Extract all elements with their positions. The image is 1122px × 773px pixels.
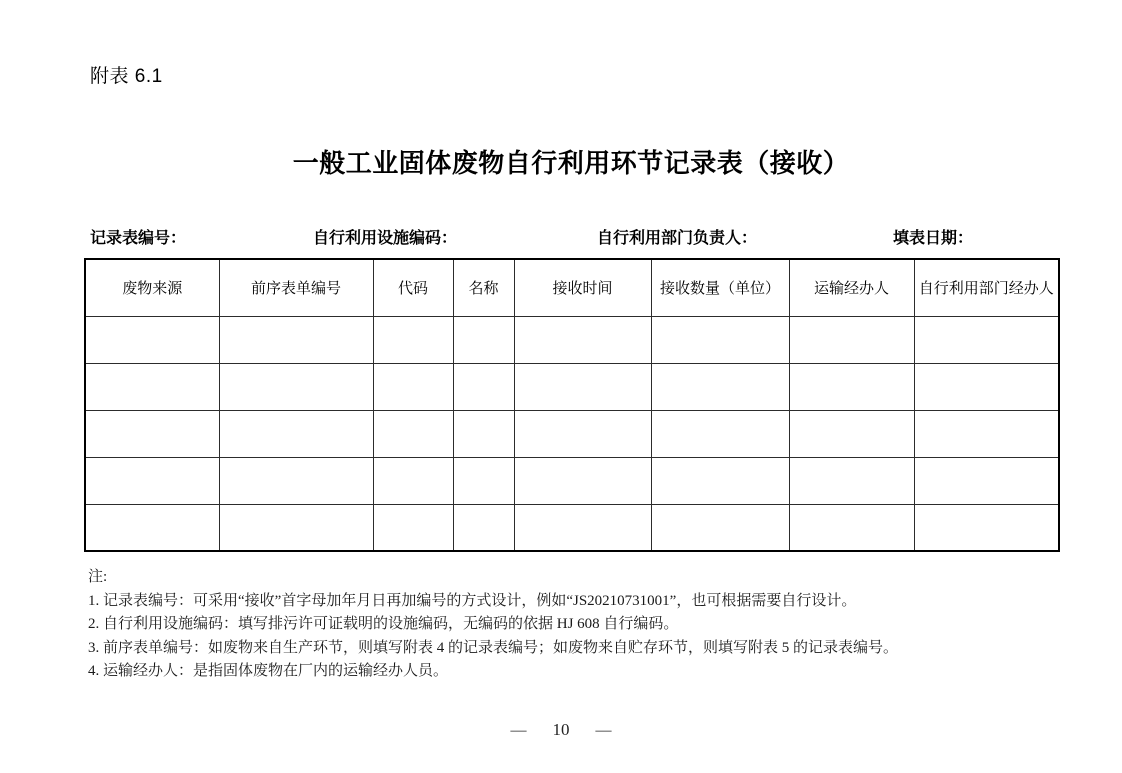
empty-cell	[85, 504, 219, 551]
col-header-department-handler: 自行利用部门经办人	[914, 259, 1059, 316]
col-header-transport-handler: 运输经办人	[789, 259, 914, 316]
empty-cell	[651, 363, 789, 410]
record-number-label: 记录表编号：	[90, 230, 187, 247]
empty-cell	[914, 410, 1059, 457]
empty-cell	[85, 410, 219, 457]
empty-cell	[514, 504, 651, 551]
note-item-3: 3. 前序表单编号：如废物来自生产环节，则填写附表 4 的记录表编号；如废物来自贮存环节，则填写附表 5 的记录表编号。	[88, 639, 899, 656]
notes-heading: 注:	[88, 569, 108, 585]
empty-cell	[85, 457, 219, 504]
empty-cell	[219, 504, 373, 551]
empty-cell	[453, 316, 514, 363]
col-header-receive-time: 接收时间	[514, 259, 651, 316]
empty-cell	[914, 316, 1059, 363]
table-row	[85, 504, 1059, 551]
annex-label: 附表 6.1	[90, 66, 163, 87]
col-header-receive-quantity: 接收数量（单位）	[651, 259, 789, 316]
empty-cell	[85, 363, 219, 410]
empty-cell	[373, 457, 453, 504]
empty-cell	[914, 363, 1059, 410]
notes-section	[88, 566, 1068, 684]
meta-fields-row	[0, 225, 1122, 247]
page-title: 一般工业固体废物自行利用环节记录表（接收）	[292, 148, 850, 178]
col-header-waste-source: 废物来源	[85, 259, 219, 316]
empty-cell	[651, 316, 789, 363]
empty-cell	[219, 410, 373, 457]
empty-cell	[373, 504, 453, 551]
table-header-row	[85, 259, 1059, 316]
page-footer	[0, 720, 1122, 740]
fill-date-label: 填表日期：	[893, 230, 974, 247]
empty-cell	[453, 363, 514, 410]
col-header-name: 名称	[453, 259, 514, 316]
table-row	[85, 316, 1059, 363]
note-item-1: 1. 记录表编号：可采用“接收”首字母加年月日再加编号的方式设计，例如“JS20210731001”，也可根据需要自行设计。	[88, 592, 857, 609]
empty-cell	[789, 504, 914, 551]
empty-cell	[373, 410, 453, 457]
empty-cell	[514, 410, 651, 457]
note-item-2: 2. 自行利用设施编码：填写排污许可证载明的设施编码，无编码的依据 HJ 608 自行编码。	[88, 616, 679, 632]
facility-code-label: 自行利用设施编码：	[313, 230, 458, 247]
empty-cell	[85, 316, 219, 363]
empty-cell	[789, 410, 914, 457]
empty-cell	[453, 457, 514, 504]
empty-cell	[453, 410, 514, 457]
col-header-previous-form-number: 前序表单编号	[219, 259, 373, 316]
empty-cell	[914, 504, 1059, 551]
footer-dash-left: —	[510, 722, 527, 739]
note-item-4: 4. 运输经办人：是指固体废物在厂内的运输经办人员。	[88, 663, 449, 679]
empty-cell	[514, 316, 651, 363]
empty-cell	[651, 457, 789, 504]
col-header-code: 代码	[373, 259, 453, 316]
empty-cell	[651, 410, 789, 457]
empty-cell	[789, 316, 914, 363]
empty-cell	[219, 316, 373, 363]
footer-dash-right: —	[595, 722, 612, 739]
empty-cell	[219, 457, 373, 504]
empty-cell	[373, 363, 453, 410]
page-number: 10	[552, 720, 570, 739]
empty-cell	[219, 363, 373, 410]
table-row	[85, 410, 1059, 457]
empty-cell	[514, 363, 651, 410]
empty-cell	[373, 316, 453, 363]
record-table	[84, 258, 1060, 552]
empty-cell	[914, 457, 1059, 504]
department-head-label: 自行利用部门负责人：	[597, 230, 758, 247]
table-row	[85, 363, 1059, 410]
empty-cell	[514, 457, 651, 504]
empty-cell	[789, 363, 914, 410]
empty-cell	[651, 504, 789, 551]
table-row	[85, 457, 1059, 504]
empty-cell	[789, 457, 914, 504]
empty-cell	[453, 504, 514, 551]
